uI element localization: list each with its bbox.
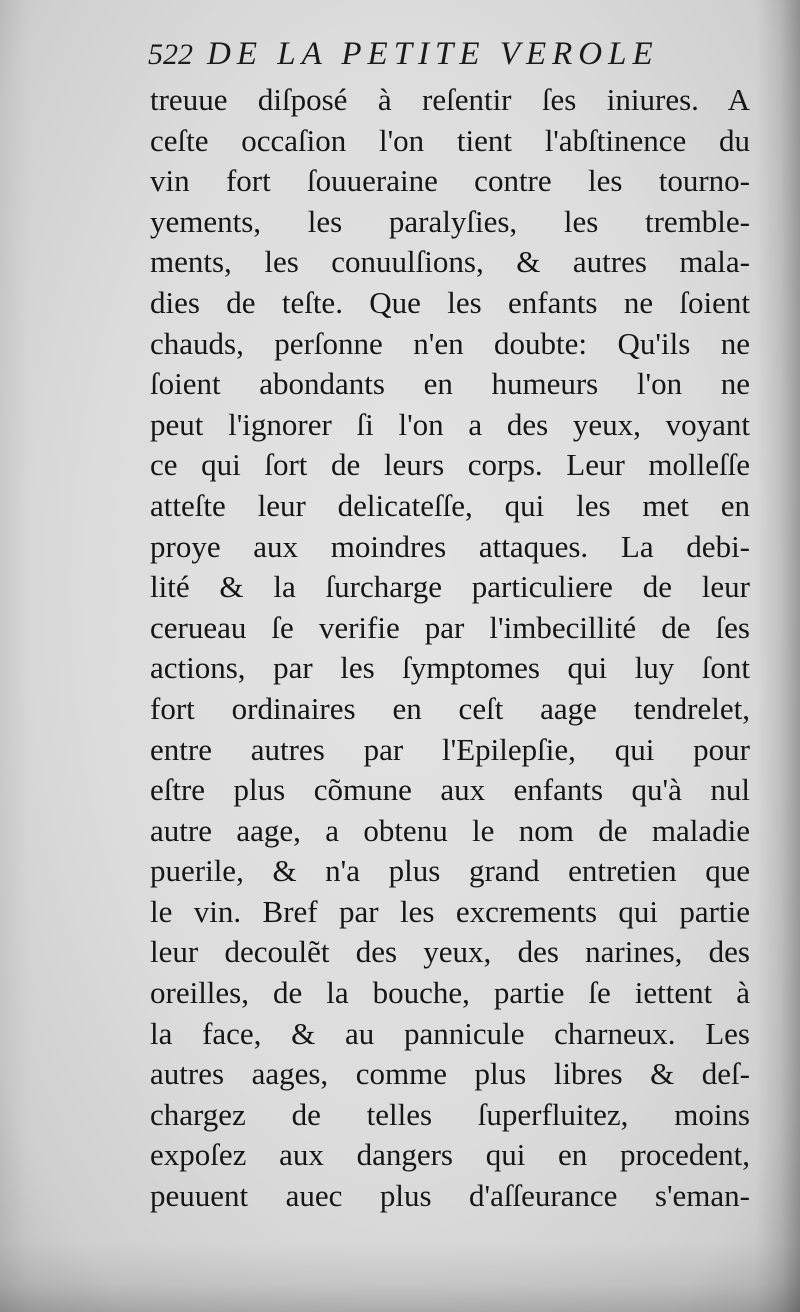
text-line: lité & la ſurcharge particuliere de leur [150, 569, 750, 605]
page-number: 522 [148, 38, 193, 71]
text-line: ments, les conuulſions, & autres mala- [150, 244, 750, 280]
text-line: actions, par les ſymptomes qui luy ſont [150, 650, 750, 686]
text-line: ce qui ſort de leurs corps. Leur molleſſe [150, 447, 750, 483]
text-line: fort ordinaires en ceſt aage tendrelet, [150, 690, 750, 726]
text-line: ceſte occaſion l'on tient l'abſtinence du [150, 122, 750, 158]
body-text [150, 80, 750, 1217]
text-line: entre autres par l'Epilepſie, qui pour [150, 731, 750, 767]
text-line: atteſte leur delicateſſe, qui les met en [150, 487, 750, 523]
page-shadow-right [756, 0, 800, 1312]
text-line: proye aux moindres attaques. La debi- [150, 528, 750, 564]
text-line: autres aages, comme plus libres & deſ- [150, 1056, 750, 1092]
page-shadow-left [0, 0, 30, 1312]
text-line: oreilles, de la bouche, partie ſe iettent à [150, 975, 750, 1011]
page-shadow-bottom [0, 1242, 800, 1312]
text-line: autre aage, a obtenu le nom de maladie [150, 812, 750, 848]
text-line: yements, les paralyſies, les tremble- [150, 203, 750, 239]
text-line: cerueau ſe verifie par l'imbecillité de ſes [150, 609, 750, 645]
text-line: le vin. Bref par les excrements qui partie [150, 893, 750, 929]
text-line: ſoient abondants en humeurs l'on ne [150, 366, 750, 402]
text-line: chargez de telles ſuperfluitez, moins [150, 1096, 750, 1132]
running-title: DE LA PETITE VEROLE [207, 36, 659, 72]
running-head [148, 36, 768, 84]
text-line: expoſez aux dangers qui en procedent, [150, 1137, 750, 1173]
text-line: puerile, & n'a plus grand entretien que [150, 853, 750, 889]
text-line: peut l'ignorer ſi l'on a des yeux, voyant [150, 406, 750, 442]
text-line: peuuent auec plus d'aſſeurance s'eman- [150, 1178, 750, 1214]
text-line: la face, & au pannicule charneux. Les [150, 1015, 750, 1051]
text-line: eſtre plus cõmune aux enfants qu'à nul [150, 772, 750, 808]
text-line: vin fort ſouueraine contre les tourno- [150, 163, 750, 199]
text-line: treuue diſposé à reſentir ſes iniures. A [150, 82, 750, 117]
text-line: chauds, perſonne n'en doubte: Qu'ils ne [150, 325, 750, 361]
text-line: dies de teſte. Que les enfants ne ſoient [150, 284, 750, 320]
text-line: leur decoulẽt des yeux, des narines, des [150, 934, 750, 970]
